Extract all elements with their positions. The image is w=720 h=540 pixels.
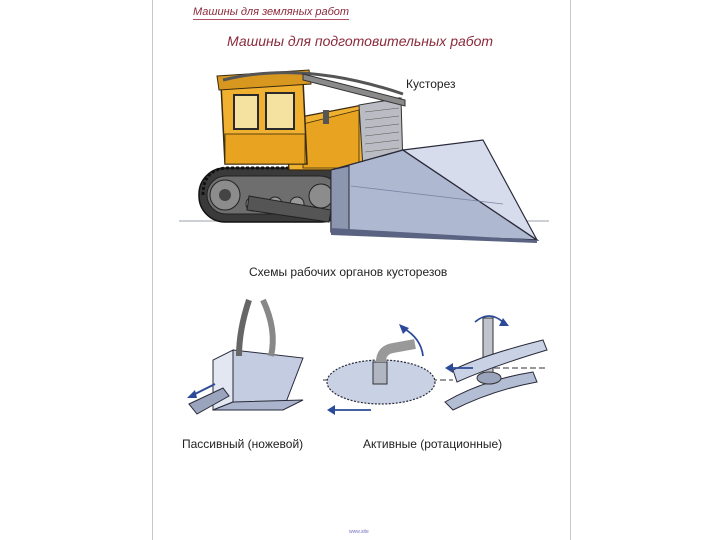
movement-arrow-icon bbox=[187, 390, 197, 398]
active-scheme-caption: Активные (ротационные) bbox=[363, 437, 503, 451]
operator-cab bbox=[217, 70, 311, 164]
rotary-disk-scheme bbox=[323, 324, 453, 415]
movement-arrow-icon bbox=[445, 363, 453, 373]
footer-watermark[interactable]: www.site bbox=[349, 529, 369, 535]
machine-label: Кусторез bbox=[406, 77, 456, 91]
schemes-heading: Схемы рабочих органов кусторезов bbox=[249, 265, 448, 279]
page-title: Машины для подготовительных работ bbox=[227, 33, 494, 49]
rotary-rotor-scheme bbox=[445, 316, 547, 410]
movement-arrow-icon bbox=[327, 405, 335, 415]
poster-sheet bbox=[152, 0, 571, 540]
passive-scheme-caption: Пассивный (ножевой) bbox=[182, 437, 304, 451]
section-subtitle: Машины для земляных работ bbox=[193, 6, 350, 18]
bush-cutter-illustration bbox=[199, 70, 537, 243]
passive-knife-scheme bbox=[187, 300, 303, 414]
rotation-arrow-icon bbox=[399, 324, 409, 334]
